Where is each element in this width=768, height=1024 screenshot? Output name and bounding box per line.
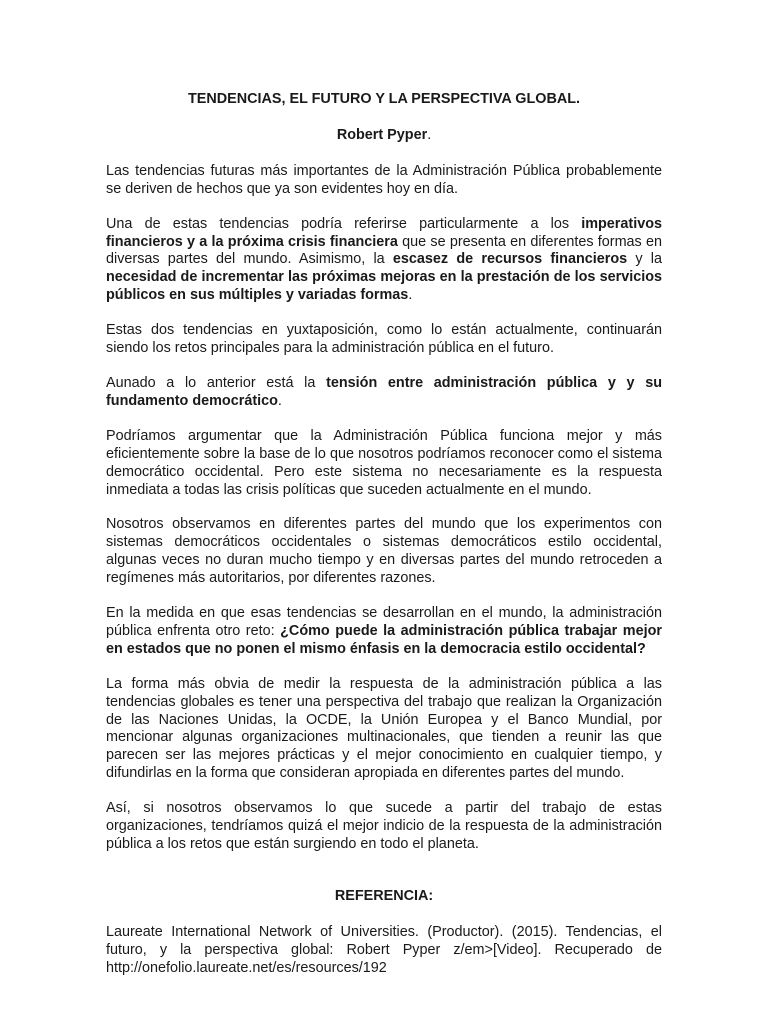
- paragraph-text: .: [408, 287, 413, 304]
- paragraph-text: Las tendencias futuras más importantes de la Administración Pública probablemente se deriven de hechos que ya son evidentes hoy en día.: [106, 162, 662, 197]
- document-title: TENDENCIAS, EL FUTURO Y LA PERSPECTIVA GLOBAL.: [187, 91, 581, 107]
- paragraph-text: Estas dos tendencias en yuxtaposición, como lo están actualmente, continuarán siendo los retos principales para la administración pública en el futuro.: [106, 322, 662, 357]
- paragraph-text: Aunado a lo anterior está la: [106, 374, 327, 391]
- emphasis-text: ¿Cómo puede la administración pública trabajar mejor en estados que no ponen el mismo énfasis en la democracia estilo occidental?: [106, 622, 662, 657]
- paragraph-text: que se presenta en diferentes formas en diversas partes del mundo. Asimismo, la: [106, 233, 663, 268]
- author-line: [106, 127, 662, 145]
- paragraph: [106, 605, 662, 659]
- paragraph: [106, 375, 662, 411]
- author-suffix: .: [427, 126, 432, 143]
- paragraph: [106, 800, 662, 854]
- emphasis-text: escasez de recursos financieros: [392, 251, 628, 268]
- reference-text: Laureate International Network of Universities. (Productor). (2015). Tendencias, el futuro, y la perspectiva global: Robert Pyper z/em>[Video]. Recuperado de http://onefolio.laureate.net/es/resources/192: [106, 923, 662, 976]
- paragraph-text: Así, si nosotros observamos lo que sucede a partir del trabajo de estas organizaciones, tendríamos quizá el mejor indicio de la respuesta de la administración pública a los retos que están surgiendo en todo el planeta.: [106, 800, 662, 852]
- paragraph-text: Podríamos argumentar que la Administración Pública funciona mejor y más eficientemente sobre la base de lo que nosotros podríamos reconocer como el sistema democrático occidental. Pero este sistema no necesariamente es la respuesta inmediata a todas las crisis políticas que suceden actualmente en el mundo.: [106, 427, 662, 498]
- paragraph: [106, 163, 662, 199]
- paragraph-text: Una de estas tendencias podría referirse particularmente a los: [106, 215, 582, 232]
- paragraph-text: .: [277, 392, 282, 409]
- paragraph-text: La forma más obvia de medir la respuesta de la administración pública a las tendencias globales es tener una perspectiva del trabajo que realizan la Organización de las Naciones Unidas, la OCDE, la Unión Europea y el Banco Mundial, por mencionar algunas organizaciones multinacionales, que tienden a reunir las que parecen ser las mejores prácticas y el mejor conocimiento en cualquier tiempo, y difundirlas en la forma que consideran apropiada en diferentes partes del mundo.: [106, 675, 662, 782]
- document-body: [106, 163, 662, 854]
- paragraph: [106, 428, 662, 500]
- paragraph-text: y la: [627, 251, 662, 268]
- paragraph-text: En la medida en que esas tendencias se desarrollan en el mundo, la administración pública enfrenta otro reto:: [106, 605, 662, 639]
- emphasis-text: tensión entre administración pública y y su fundamento democrático: [106, 374, 662, 409]
- paragraph: [106, 216, 662, 306]
- paragraph: [106, 516, 662, 588]
- paragraph-text: Nosotros observamos en diferentes partes del mundo que los experimentos con sistemas democráticos occidentales o sistemas democráticos estilo occidental, algunas veces no duran mucho tiempo y en diversas partes del mundo retroceden a regímenes más autoritarios, por diferentes razones.: [106, 516, 662, 587]
- author-name: Robert Pyper: [336, 126, 428, 143]
- emphasis-text: imperativos financieros y a la próxima crisis financiera: [106, 215, 662, 250]
- reference-heading: REFERENCIA:: [334, 887, 434, 904]
- paragraph: [106, 676, 662, 783]
- emphasis-text: necesidad de incrementar las próximas mejoras en la prestación de los servicios públicos en sus múltiples y variadas formas: [106, 269, 662, 304]
- paragraph: [106, 322, 662, 358]
